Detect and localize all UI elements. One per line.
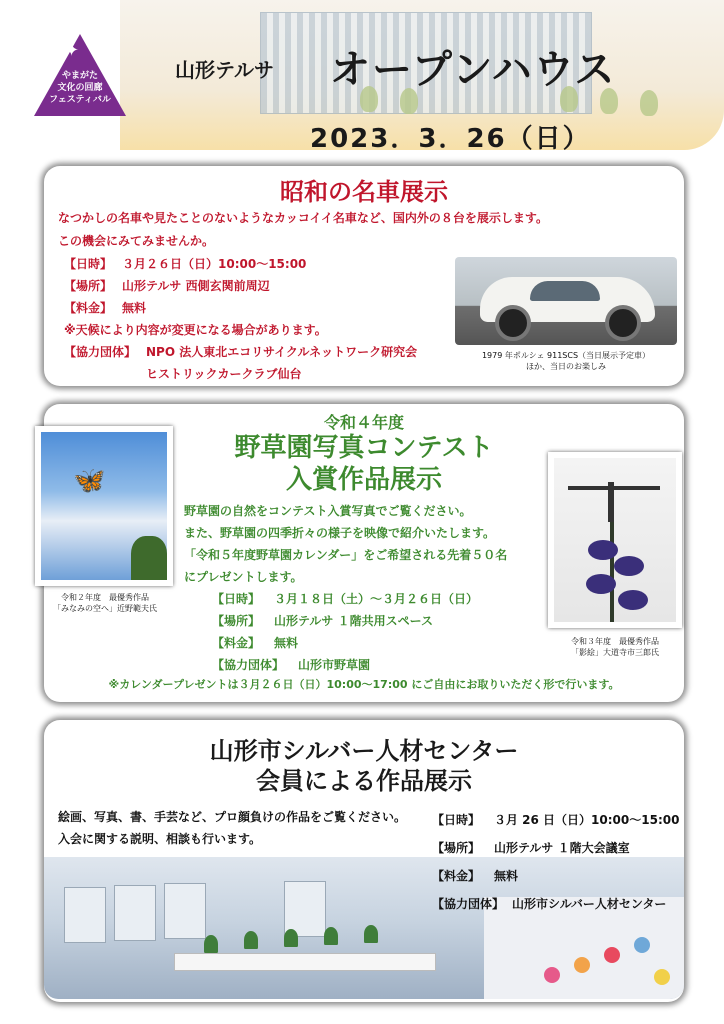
car-wheel bbox=[495, 305, 531, 341]
flower-stem bbox=[610, 522, 614, 622]
tree-illustration bbox=[640, 90, 658, 116]
logo-star-icon: ✦ bbox=[64, 40, 80, 61]
car-wheel bbox=[605, 305, 641, 341]
display-panel bbox=[64, 887, 106, 943]
flower-icon bbox=[618, 590, 648, 610]
display-panel bbox=[114, 885, 156, 941]
car-show-description: なつかしの名車や見たことのないようなカッコイイ名車など、国内外の８台を展示します。 この機会にみてみませんか。 bbox=[58, 211, 548, 248]
flower-icon bbox=[588, 540, 618, 560]
car-window bbox=[530, 281, 600, 301]
plant-icon bbox=[284, 929, 298, 947]
dragonfly-image bbox=[554, 458, 676, 622]
event-title: オープンハウス bbox=[330, 47, 617, 93]
car-show-details: 【日時】 ３月２６日（日）10:00～15:00 【場所】 山形テルサ 西側玄関前周辺 【料金】 無料 ※天候により内容が変更になる場合があります。 【協力団体】 NPO 法人東北エコリサイクルネットワーク研究会 ヒストリックカークラブ仙台 bbox=[64, 257, 418, 381]
event-date: 2023．3．26（日） bbox=[310, 124, 591, 154]
craft-ball-icon bbox=[544, 967, 560, 983]
craft-ball-icon bbox=[604, 947, 620, 963]
butterfly-icon: 🦋 bbox=[73, 466, 106, 496]
logo-text: やまがた 文化の回廊 フェスティバル bbox=[49, 71, 111, 105]
venue-title: 山形テルサ bbox=[175, 58, 274, 82]
plant-icon bbox=[204, 935, 218, 953]
contest-title: 野草園写真コンテスト 入賞作品展示 bbox=[234, 433, 494, 495]
car-photo-caption: 1979 年ポルシェ 911SCS（当日展示予定車） ほか、当日のお楽しみ bbox=[481, 351, 651, 371]
contest-year: 令和４年度 bbox=[323, 413, 404, 432]
right-photo-caption: 令和３年度 最優秀作品 「影絵」大道寺市三郎氏 bbox=[571, 637, 659, 657]
plant-icon bbox=[324, 927, 338, 945]
craft-ball-icon bbox=[654, 969, 670, 985]
contest-details: 【日時】 ３月１８日（土）～３月２６日（日） 【場所】 山形テルサ １階共用スペース 【料金】 無料 【協力団体】 山形市野草園 bbox=[212, 592, 479, 672]
porsche-photo bbox=[455, 257, 677, 345]
display-table bbox=[174, 953, 436, 971]
craft-ball-icon bbox=[634, 937, 650, 953]
dragonfly-photo bbox=[548, 452, 682, 628]
plant-icon bbox=[364, 925, 378, 943]
silver-description: 絵画、写真、書、手芸など、プロ顔負けの作品をご覧ください。 入会に関する説明、相談も行います。 bbox=[58, 810, 407, 846]
contest-note: ※カレンダープレゼントは３月２６日（日）10:00～17:00 にご自由にお取りいただく形で行います。 bbox=[108, 678, 620, 691]
tree-silhouette bbox=[131, 536, 167, 580]
silver-details: 【日時】 ３月 26 日（日）10:00～15:00 【場所】 山形テルサ １階大会議室 【料金】 無料 【協力団体】 山形市シルバー人材センター bbox=[432, 813, 680, 911]
silver-title: 山形市シルバー人材センター 会員による作品展示 bbox=[209, 737, 519, 795]
sky-butterfly-photo bbox=[35, 426, 173, 586]
display-panel bbox=[164, 883, 206, 939]
dragonfly-body bbox=[608, 482, 614, 522]
flower-icon bbox=[614, 556, 644, 576]
craft-ball-icon bbox=[574, 957, 590, 973]
flower-icon bbox=[586, 574, 616, 594]
dragonfly-wing bbox=[568, 486, 660, 490]
contest-description: 野草園の自然をコンテスト入賞写真でご覧ください。 また、野草園の四季折々の様子を映像で紹介いたします。 「令和５年度野草園カレンダー」をご希望される先着５０名 にプレゼントします。 bbox=[184, 504, 508, 584]
car-show-title: 昭和の名車展示 bbox=[280, 178, 448, 206]
plant-icon bbox=[244, 931, 258, 949]
left-photo-caption: 令和２年度 最優秀作品 「みなみの空へ」近野範夫氏 bbox=[53, 593, 157, 613]
